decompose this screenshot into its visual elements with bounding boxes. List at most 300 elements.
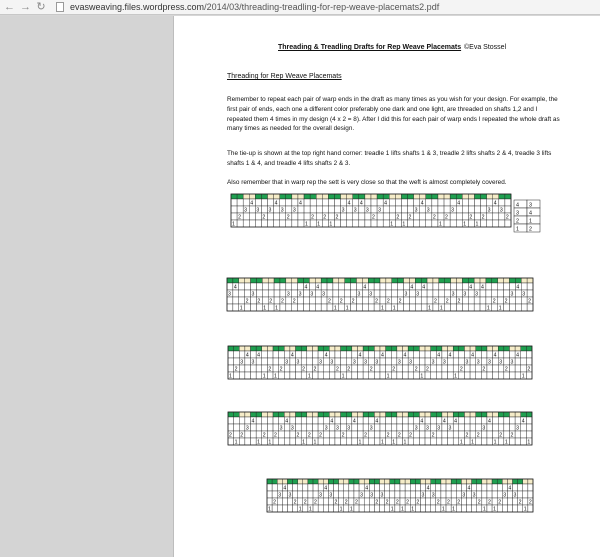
grid-cell bbox=[492, 290, 498, 297]
grid-cell bbox=[472, 505, 477, 512]
reload-icon[interactable]: ↻ bbox=[36, 0, 46, 13]
grid-cell bbox=[364, 505, 369, 512]
grid-cell bbox=[245, 304, 251, 311]
grid-cell bbox=[467, 498, 472, 505]
color-cell bbox=[335, 346, 341, 351]
grid-cell bbox=[409, 290, 415, 297]
shaft-number: 2 bbox=[528, 499, 532, 506]
color-cell bbox=[227, 278, 233, 283]
grid-cell bbox=[251, 365, 257, 372]
grid-cell bbox=[453, 424, 459, 431]
shaft-number: 1 bbox=[482, 506, 486, 513]
color-cell bbox=[328, 194, 334, 199]
grid-cell bbox=[420, 220, 426, 227]
grid-cell bbox=[436, 438, 442, 445]
color-cell bbox=[518, 479, 523, 484]
color-cell bbox=[502, 479, 507, 484]
shaft-number: 4 bbox=[283, 485, 287, 492]
grid-cell bbox=[526, 431, 532, 438]
shaft-number: 3 bbox=[431, 359, 435, 366]
grid-cell bbox=[453, 438, 459, 445]
grid-cell bbox=[526, 417, 532, 424]
grid-cell bbox=[497, 491, 502, 498]
grid-cell bbox=[369, 505, 374, 512]
grid-cell bbox=[256, 283, 262, 290]
grid-cell bbox=[446, 505, 451, 512]
color-cell bbox=[464, 346, 470, 351]
grid-cell bbox=[521, 438, 527, 445]
grid-cell bbox=[474, 297, 480, 304]
grid-cell bbox=[380, 372, 386, 379]
grid-cell bbox=[498, 417, 504, 424]
grid-cell bbox=[352, 365, 358, 372]
color-cell bbox=[353, 194, 359, 199]
color-cell bbox=[499, 194, 505, 199]
grid-cell bbox=[400, 491, 405, 498]
grid-cell bbox=[329, 351, 335, 358]
grid-cell bbox=[374, 351, 380, 358]
grid-cell bbox=[521, 297, 527, 304]
shaft-number: 4 bbox=[384, 200, 388, 207]
color-cell bbox=[245, 346, 251, 351]
grid-cell bbox=[341, 220, 347, 227]
grid-cell bbox=[523, 491, 528, 498]
grid-cell bbox=[386, 351, 392, 358]
grid-cell bbox=[498, 424, 504, 431]
tieup-number: 4 bbox=[516, 202, 519, 209]
grid-cell bbox=[312, 417, 318, 424]
grid-cell bbox=[227, 297, 233, 304]
color-cell bbox=[481, 346, 487, 351]
shaft-number: 2 bbox=[335, 366, 339, 373]
grid-cell bbox=[442, 365, 448, 372]
tieup-number: 3 bbox=[516, 210, 519, 217]
grid-cell bbox=[397, 424, 403, 431]
grid-cell bbox=[307, 417, 313, 424]
grid-cell bbox=[414, 213, 420, 220]
color-cell bbox=[304, 278, 310, 283]
color-cell bbox=[365, 194, 371, 199]
shaft-number: 1 bbox=[493, 439, 497, 446]
grid-cell bbox=[328, 213, 334, 220]
grid-cell bbox=[273, 417, 279, 424]
grid-cell bbox=[395, 491, 400, 498]
grid-cell bbox=[234, 431, 240, 438]
color-cell bbox=[334, 194, 340, 199]
color-cell bbox=[267, 346, 273, 351]
grid-cell bbox=[322, 206, 328, 213]
grid-cell bbox=[392, 290, 398, 297]
grid-cell bbox=[349, 491, 354, 498]
shaft-number: 4 bbox=[516, 352, 520, 359]
shaft-number: 3 bbox=[324, 425, 328, 432]
shaft-number: 2 bbox=[240, 432, 244, 439]
shaft-number: 3 bbox=[380, 492, 384, 499]
grid-cell bbox=[457, 283, 463, 290]
grid-cell bbox=[414, 351, 420, 358]
grid-cell bbox=[470, 372, 476, 379]
grid-cell bbox=[341, 213, 347, 220]
grid-cell bbox=[431, 424, 437, 431]
grid-cell bbox=[436, 491, 441, 498]
grid-cell bbox=[334, 505, 339, 512]
grid-cell bbox=[279, 372, 285, 379]
shaft-number: 4 bbox=[316, 284, 320, 291]
grid-cell bbox=[497, 505, 502, 512]
grid-cell bbox=[448, 438, 454, 445]
grid-cell bbox=[279, 438, 285, 445]
shaft-number: 3 bbox=[310, 291, 314, 298]
grid-cell bbox=[301, 372, 307, 379]
grid-cell bbox=[436, 417, 442, 424]
url-host: evasweaving.files.wordpress.com bbox=[70, 2, 205, 12]
grid-cell bbox=[362, 297, 368, 304]
grid-cell bbox=[357, 358, 363, 365]
grid-cell bbox=[477, 505, 482, 512]
grid-cell bbox=[341, 417, 347, 424]
grid-cell bbox=[313, 491, 318, 498]
color-cell bbox=[395, 479, 400, 484]
shaft-number: 3 bbox=[414, 425, 418, 432]
color-cell bbox=[509, 412, 515, 417]
grid-cell bbox=[356, 297, 362, 304]
shaft-number: 3 bbox=[353, 207, 357, 214]
grid-cell bbox=[472, 484, 477, 491]
section-heading: Threading for Rep Weave Placemats bbox=[227, 73, 342, 80]
grid-cell bbox=[474, 283, 480, 290]
grid-cell bbox=[385, 505, 390, 512]
shaft-number: 1 bbox=[349, 506, 353, 513]
shaft-number: 1 bbox=[463, 221, 467, 228]
grid-cell bbox=[453, 358, 459, 365]
grid-cell bbox=[323, 498, 328, 505]
color-cell bbox=[386, 412, 392, 417]
pdf-page bbox=[173, 16, 600, 557]
grid-cell bbox=[468, 290, 474, 297]
color-cell bbox=[290, 412, 296, 417]
back-arrow-icon[interactable]: ← bbox=[4, 0, 15, 13]
grid-cell bbox=[431, 365, 437, 372]
grid-cell bbox=[397, 438, 403, 445]
shaft-number: 1 bbox=[268, 506, 271, 513]
color-cell bbox=[498, 278, 504, 283]
shaft-number: 1 bbox=[523, 506, 527, 513]
shaft-number: 1 bbox=[493, 506, 496, 513]
grid-cell bbox=[273, 438, 279, 445]
color-cell bbox=[318, 412, 324, 417]
shaft-number: 2 bbox=[269, 298, 273, 305]
grid-cell bbox=[451, 297, 457, 304]
shaft-number: 3 bbox=[330, 359, 334, 366]
grid-cell bbox=[385, 484, 390, 491]
grid-cell bbox=[363, 417, 369, 424]
grid-cell bbox=[448, 358, 454, 365]
grid-cell bbox=[431, 417, 437, 424]
grid-cell bbox=[251, 283, 257, 290]
grid-cell bbox=[273, 424, 279, 431]
shaft-number: 2 bbox=[311, 214, 315, 221]
draft-grid-5 bbox=[267, 479, 534, 513]
grid-cell bbox=[408, 206, 414, 213]
grid-cell bbox=[274, 290, 280, 297]
grid-cell bbox=[432, 220, 438, 227]
grid-cell bbox=[310, 220, 316, 227]
color-cell bbox=[468, 194, 474, 199]
shaft-number: 2 bbox=[436, 499, 440, 506]
grid-cell bbox=[448, 417, 454, 424]
grid-cell bbox=[231, 213, 237, 220]
grid-cell bbox=[451, 491, 456, 498]
shaft-number: 2 bbox=[385, 499, 389, 506]
grid-cell bbox=[274, 206, 280, 213]
grid-cell bbox=[304, 206, 310, 213]
color-cell bbox=[492, 479, 497, 484]
color-cell bbox=[476, 412, 482, 417]
grid-cell bbox=[374, 491, 379, 498]
color-cell bbox=[415, 479, 420, 484]
grid-cell bbox=[357, 424, 363, 431]
color-cell bbox=[408, 412, 414, 417]
grid-cell bbox=[408, 351, 414, 358]
grid-cell bbox=[436, 372, 442, 379]
grid-cell bbox=[310, 199, 316, 206]
address-bar[interactable] bbox=[70, 2, 439, 12]
grid-cell bbox=[363, 438, 369, 445]
shaft-number: 1 bbox=[459, 439, 463, 446]
shaft-number: 2 bbox=[341, 432, 345, 439]
grid-cell bbox=[267, 351, 273, 358]
grid-cell bbox=[251, 297, 257, 304]
grid-cell bbox=[505, 199, 511, 206]
color-cell bbox=[315, 278, 321, 283]
grid-cell bbox=[476, 424, 482, 431]
shaft-number: 2 bbox=[323, 214, 327, 221]
grid-cell bbox=[310, 206, 316, 213]
shaft-number: 2 bbox=[416, 499, 420, 506]
grid-cell bbox=[377, 199, 383, 206]
grid-cell bbox=[307, 365, 313, 372]
grid-cell bbox=[309, 304, 315, 311]
color-cell bbox=[420, 194, 426, 199]
grid-cell bbox=[481, 438, 487, 445]
grid-cell bbox=[498, 283, 504, 290]
grid-cell bbox=[481, 351, 487, 358]
grid-cell bbox=[234, 417, 240, 424]
grid-cell bbox=[487, 491, 492, 498]
color-cell bbox=[321, 278, 327, 283]
grid-cell bbox=[462, 283, 468, 290]
grid-cell bbox=[481, 206, 487, 213]
grid-cell bbox=[374, 505, 379, 512]
grid-cell bbox=[476, 372, 482, 379]
color-cell bbox=[397, 412, 403, 417]
color-cell bbox=[419, 412, 425, 417]
grid-cell bbox=[509, 372, 515, 379]
grid-cell bbox=[470, 424, 476, 431]
grid-cell bbox=[261, 220, 267, 227]
grid-cell bbox=[415, 484, 420, 491]
color-cell bbox=[421, 278, 427, 283]
grid-cell bbox=[391, 417, 397, 424]
grid-cell bbox=[321, 304, 327, 311]
grid-cell bbox=[308, 498, 313, 505]
shaft-number: 3 bbox=[341, 207, 345, 214]
shaft-number: 3 bbox=[404, 291, 408, 298]
grid-cell bbox=[421, 297, 427, 304]
grid-cell bbox=[459, 431, 465, 438]
grid-cell bbox=[290, 431, 296, 438]
grid-cell bbox=[304, 199, 310, 206]
grid-cell bbox=[414, 438, 420, 445]
shaft-number: 3 bbox=[482, 425, 486, 432]
color-cell bbox=[504, 346, 510, 351]
grid-cell bbox=[308, 491, 313, 498]
shaft-number: 4 bbox=[481, 284, 484, 291]
grid-cell bbox=[439, 297, 445, 304]
shaft-number: 2 bbox=[274, 432, 277, 439]
grid-cell bbox=[444, 206, 450, 213]
grid-cell bbox=[391, 372, 397, 379]
color-cell bbox=[420, 479, 425, 484]
color-cell bbox=[436, 346, 442, 351]
grid-cell bbox=[414, 199, 420, 206]
grid-cell bbox=[324, 431, 330, 438]
grid-cell bbox=[487, 438, 493, 445]
shaft-number: 3 bbox=[278, 492, 282, 499]
color-cell bbox=[403, 346, 409, 351]
grid-cell bbox=[327, 290, 333, 297]
color-cell bbox=[409, 278, 415, 283]
color-cell bbox=[327, 278, 333, 283]
shaft-number: 3 bbox=[240, 359, 244, 366]
color-cell bbox=[298, 278, 304, 283]
grid-cell bbox=[380, 431, 386, 438]
color-cell bbox=[426, 194, 432, 199]
color-cell bbox=[354, 479, 359, 484]
shaft-number: 1 bbox=[333, 305, 337, 312]
grid-cell bbox=[493, 213, 499, 220]
color-cell bbox=[280, 278, 286, 283]
shaft-number: 2 bbox=[504, 366, 508, 373]
shaft-number: 2 bbox=[395, 499, 399, 506]
shaft-number: 1 bbox=[454, 373, 458, 380]
grid-cell bbox=[256, 417, 262, 424]
shaft-number: 3 bbox=[516, 425, 520, 432]
shaft-number: 1 bbox=[504, 439, 508, 446]
grid-cell bbox=[410, 491, 415, 498]
tieup-number: 3 bbox=[529, 202, 532, 209]
grid-cell bbox=[371, 220, 377, 227]
shaft-number: 4 bbox=[359, 200, 363, 207]
color-cell bbox=[476, 346, 482, 351]
grid-cell bbox=[316, 199, 322, 206]
grid-cell bbox=[405, 484, 410, 491]
shaft-number: 3 bbox=[487, 207, 491, 214]
grid-cell bbox=[380, 290, 386, 297]
grid-cell bbox=[487, 431, 493, 438]
shaft-number: 2 bbox=[347, 366, 351, 373]
color-cell bbox=[386, 346, 392, 351]
color-cell bbox=[385, 479, 390, 484]
grid-cell bbox=[526, 424, 532, 431]
grid-cell bbox=[486, 290, 492, 297]
color-cell bbox=[431, 479, 436, 484]
grid-cell bbox=[433, 304, 439, 311]
grid-cell bbox=[392, 297, 398, 304]
color-cell bbox=[410, 479, 415, 484]
grid-cell bbox=[280, 220, 286, 227]
grid-cell bbox=[273, 365, 279, 372]
grid-cell bbox=[398, 304, 404, 311]
color-cell bbox=[480, 278, 486, 283]
grid-cell bbox=[341, 365, 347, 372]
shaft-number: 1 bbox=[498, 305, 502, 312]
grid-cell bbox=[335, 358, 341, 365]
grid-cell bbox=[433, 283, 439, 290]
color-cell bbox=[245, 278, 251, 283]
grid-cell bbox=[432, 206, 438, 213]
grid-cell bbox=[249, 220, 255, 227]
grid-cell bbox=[397, 372, 403, 379]
shaft-number: 2 bbox=[396, 214, 400, 221]
grid-cell bbox=[228, 358, 234, 365]
color-cell bbox=[341, 346, 347, 351]
grid-cell bbox=[450, 213, 456, 220]
shaft-number: 4 bbox=[245, 352, 249, 359]
grid-cell bbox=[442, 372, 448, 379]
grid-cell bbox=[262, 417, 268, 424]
grid-cell bbox=[368, 297, 374, 304]
grid-cell bbox=[341, 351, 347, 358]
color-cell bbox=[290, 346, 296, 351]
grid-cell bbox=[316, 206, 322, 213]
grid-cell bbox=[296, 417, 302, 424]
grid-cell bbox=[228, 424, 234, 431]
draft-grid-3 bbox=[228, 346, 533, 380]
color-cell bbox=[339, 278, 345, 283]
color-cell bbox=[432, 194, 438, 199]
grid-cell bbox=[451, 304, 457, 311]
grid-cell bbox=[419, 431, 425, 438]
color-cell bbox=[310, 194, 316, 199]
grid-cell bbox=[322, 199, 328, 206]
grid-cell bbox=[292, 290, 298, 297]
grid-cell bbox=[227, 283, 233, 290]
color-cell bbox=[398, 278, 404, 283]
shaft-number: 1 bbox=[308, 506, 312, 513]
color-cell bbox=[415, 278, 421, 283]
grid-cell bbox=[498, 290, 504, 297]
grid-cell bbox=[456, 491, 461, 498]
grid-cell bbox=[318, 438, 324, 445]
grid-cell bbox=[334, 484, 339, 491]
grid-cell bbox=[498, 365, 504, 372]
grid-cell bbox=[251, 372, 257, 379]
color-cell bbox=[307, 412, 313, 417]
grid-cell bbox=[427, 290, 433, 297]
grid-cell bbox=[298, 498, 303, 505]
shaft-number: 2 bbox=[469, 214, 473, 221]
grid-cell bbox=[256, 372, 262, 379]
grid-cell bbox=[521, 351, 527, 358]
grid-cell bbox=[444, 199, 450, 206]
grid-cell bbox=[262, 438, 268, 445]
tieup-number: 2 bbox=[516, 218, 519, 225]
color-cell bbox=[433, 278, 439, 283]
forward-arrow-icon[interactable]: → bbox=[20, 0, 31, 13]
grid-cell bbox=[528, 484, 533, 491]
grid-cell bbox=[431, 438, 437, 445]
